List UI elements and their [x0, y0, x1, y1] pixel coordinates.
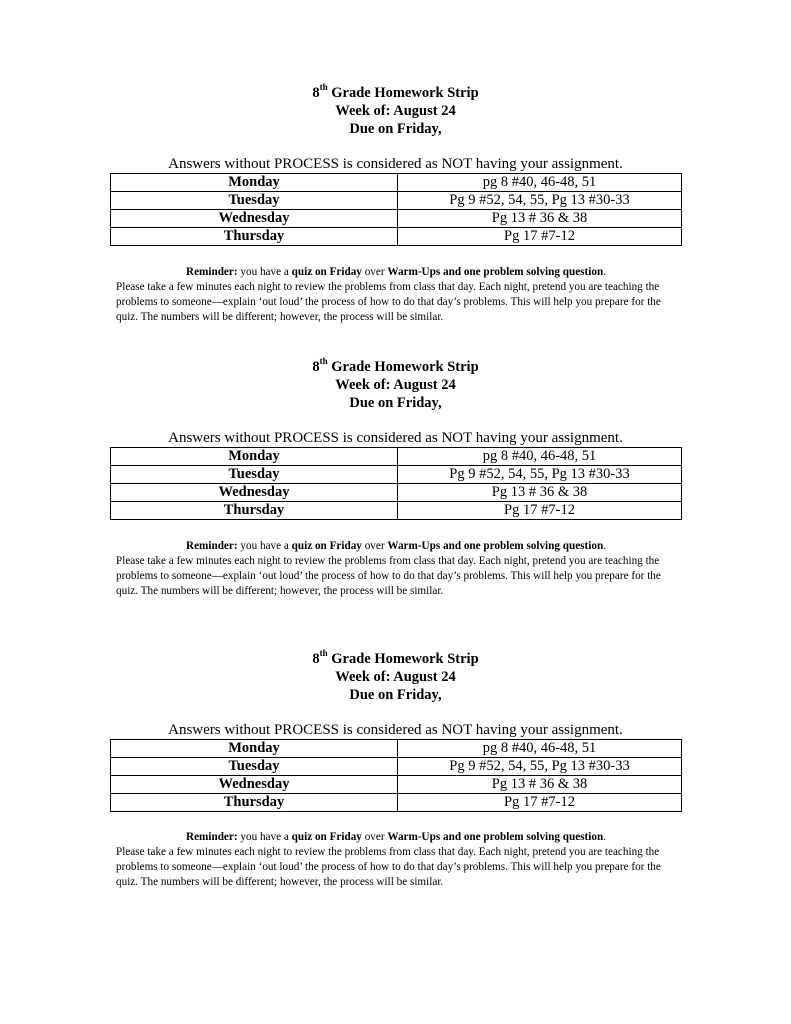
strip-title: 8th Grade Homework Strip	[312, 648, 479, 667]
day-cell: Monday	[111, 740, 398, 758]
day-cell: Thursday	[111, 794, 398, 812]
quiz-topic: Warm-Ups and one problem solving question	[387, 540, 604, 552]
assignment-cell: Pg 9 #52, 54, 55, Pg 13 #30-33	[398, 758, 682, 776]
assignment-cell: Pg 17 #7-12	[398, 794, 682, 812]
due-line: Due on Friday,	[349, 121, 442, 137]
reminder-paragraph	[116, 830, 676, 890]
assignment-table	[110, 447, 682, 520]
due-line: Due on Friday,	[349, 687, 442, 703]
reminder-paragraph	[116, 265, 676, 325]
assignment-cell: Pg 13 # 36 & 38	[398, 210, 682, 228]
reminder-label: Reminder:	[186, 540, 238, 552]
table-row	[111, 466, 682, 484]
process-note: Answers without PROCESS is considered as NOT having your assignment.	[168, 722, 623, 738]
table-row	[111, 192, 682, 210]
assignment-cell: Pg 17 #7-12	[398, 228, 682, 246]
table-row	[111, 174, 682, 192]
assignment-cell: pg 8 #40, 46-48, 51	[398, 448, 682, 466]
table-row	[111, 448, 682, 466]
day-cell: Monday	[111, 448, 398, 466]
reminder-first-line: Reminder: you have a quiz on Friday over Warm-Ups and one problem solving question.	[186, 540, 606, 552]
process-note: Answers without PROCESS is considered as NOT having your assignment.	[168, 430, 623, 446]
reminder-first-line: Reminder: you have a quiz on Friday over Warm-Ups and one problem solving question.	[186, 266, 606, 278]
quiz-day: quiz on Friday	[291, 831, 362, 843]
reminder-label: Reminder:	[186, 831, 238, 843]
quiz-day: quiz on Friday	[291, 540, 362, 552]
reminder-body: Please take a few minutes each night to review the problems from class that day. Each night, pretend you are teaching the problems to someone—explain ‘out loud’ the process of how to do that day’s problems. This will help you prepare for the quiz. The numbers will be different; however, the process will be similar.	[116, 846, 661, 888]
day-cell: Tuesday	[111, 192, 398, 210]
quiz-day: quiz on Friday	[291, 266, 362, 278]
process-note: Answers without PROCESS is considered as NOT having your assignment.	[168, 156, 623, 172]
table-row	[111, 776, 682, 794]
assignment-cell: Pg 17 #7-12	[398, 502, 682, 520]
assignment-table	[110, 173, 682, 246]
assignment-cell: Pg 13 # 36 & 38	[398, 776, 682, 794]
week-line: Week of: August 24	[335, 377, 456, 393]
day-cell: Thursday	[111, 228, 398, 246]
day-cell: Tuesday	[111, 758, 398, 776]
quiz-topic: Warm-Ups and one problem solving question	[387, 266, 604, 278]
quiz-topic: Warm-Ups and one problem solving question	[387, 831, 604, 843]
table-row	[111, 740, 682, 758]
reminder-body: Please take a few minutes each night to review the problems from class that day. Each night, pretend you are teaching the problems to someone—explain ‘out loud’ the process of how to do that day’s problems. This will help you prepare for the quiz. The numbers will be different; however, the process will be similar.	[116, 555, 661, 597]
table-row	[111, 502, 682, 520]
reminder-label: Reminder:	[186, 266, 238, 278]
reminder-paragraph	[116, 539, 676, 599]
day-cell: Wednesday	[111, 776, 398, 794]
day-cell: Tuesday	[111, 466, 398, 484]
table-row	[111, 758, 682, 776]
table-row	[111, 484, 682, 502]
assignment-cell: Pg 13 # 36 & 38	[398, 484, 682, 502]
table-row	[111, 228, 682, 246]
day-cell: Wednesday	[111, 484, 398, 502]
assignment-cell: Pg 9 #52, 54, 55, Pg 13 #30-33	[398, 466, 682, 484]
assignment-cell: Pg 9 #52, 54, 55, Pg 13 #30-33	[398, 192, 682, 210]
strip-title: 8th Grade Homework Strip	[312, 356, 479, 375]
due-line: Due on Friday,	[349, 395, 442, 411]
strip-title: 8th Grade Homework Strip	[312, 82, 479, 101]
reminder-body: Please take a few minutes each night to review the problems from class that day. Each night, pretend you are teaching the problems to someone—explain ‘out loud’ the process of how to do that day’s problems. This will help you prepare for the quiz. The numbers will be different; however, the process will be similar.	[116, 281, 661, 323]
assignment-cell: pg 8 #40, 46-48, 51	[398, 174, 682, 192]
week-line: Week of: August 24	[335, 103, 456, 119]
day-cell: Wednesday	[111, 210, 398, 228]
assignment-table	[110, 739, 682, 812]
reminder-first-line: Reminder: you have a quiz on Friday over Warm-Ups and one problem solving question.	[186, 831, 606, 843]
day-cell: Thursday	[111, 502, 398, 520]
assignment-cell: pg 8 #40, 46-48, 51	[398, 740, 682, 758]
table-row	[111, 794, 682, 812]
day-cell: Monday	[111, 174, 398, 192]
week-line: Week of: August 24	[335, 669, 456, 685]
table-row	[111, 210, 682, 228]
